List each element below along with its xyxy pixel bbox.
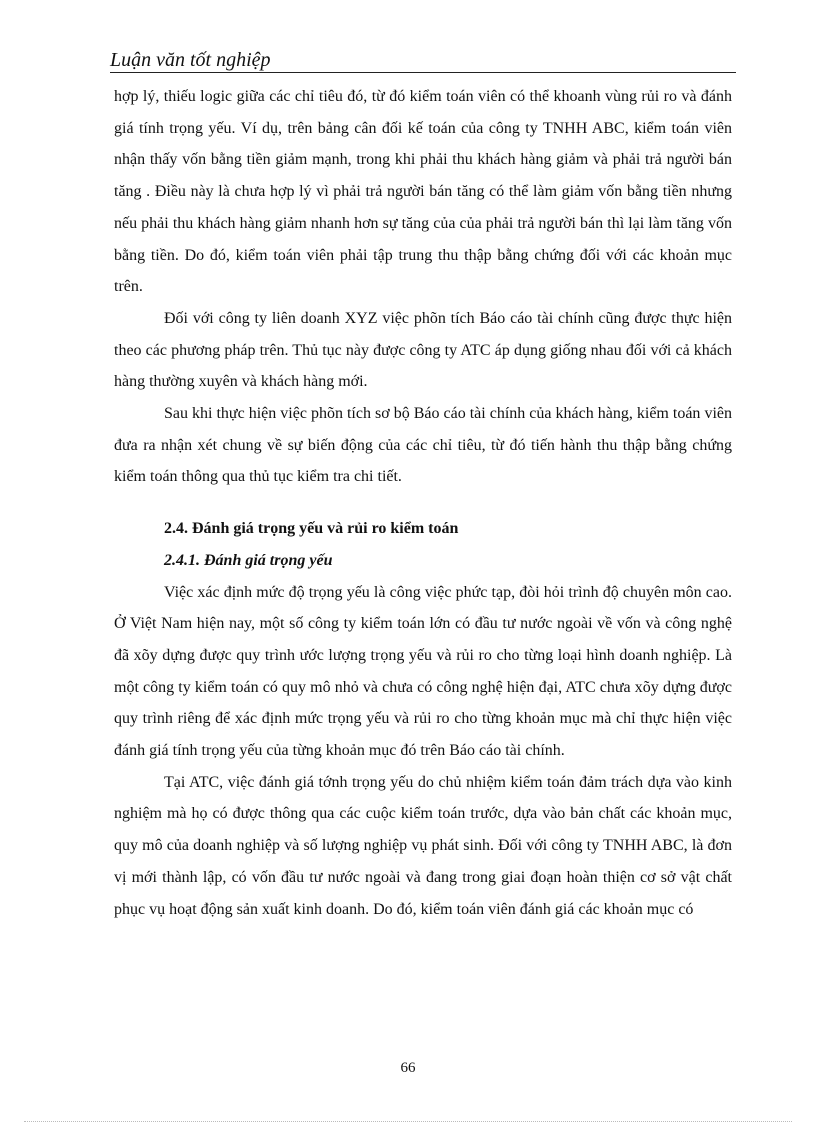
section-heading: 2.4. Đánh giá trọng yếu và rủi ro kiểm toán xyxy=(164,520,459,538)
paragraph-materiality: Việc xác định mức độ trọng yếu là công việc phức tạp, đòi hỏi trình độ chuyên môn cao. Ở Việt Nam hiện nay, một số công ty kiểm toán lớn có đầu tư nước ngoài về vốn và công nghệ đã xõy dựng được quy trình ước lượng trọng yếu và rủi ro cho từng loại hình doanh nghiệp. Là một công ty kiểm toán có quy mô nhỏ và chưa có công nghệ hiện đại, ATC chưa xõy dựng được quy trình riêng để xác định mức trọng yếu và rủi ro cho từng khoản mục mà chỉ thực hiện việc đánh giá tính trọng yếu của từng khoản mục đó trên Báo cáo tài chính. xyxy=(114,583,732,760)
paragraph-continuation: hợp lý, thiếu logic giữa các chỉ tiêu đó, từ đó kiểm toán viên có thể khoanh vùng rủi ro và đánh giá tính trọng yếu. Ví dụ, trên bảng cân đối kế toán của công ty TNHH ABC, kiểm toán viên nhận thấy vốn bằng tiền giảm mạnh, trong khi phải thu khách hàng giảm và phải trả người bán tăng . Điều này là chưa hợp lý vì phải trả người bán tăng có thể làm giảm vốn bằng tiền nhưng nếu phải thu khách hàng giảm nhanh hơn sự tăng của của phải trả người bán thì lại làm tăng vốn bằng tiền. Do đó, kiểm toán viên phải tập trung thu thập bằng chứng đối với các khoản mục trên. xyxy=(114,88,732,296)
section-spacer xyxy=(114,493,732,513)
header-title: Luận văn tốt nghiệp xyxy=(110,49,271,71)
page-bottom-divider xyxy=(24,1121,792,1122)
paragraph-preliminary-analysis: Sau khi thực hiện việc phõn tích sơ bộ Báo cáo tài chính của khách hàng, kiểm toán viên đưa ra nhận xét chung về sự biến động của các chỉ tiêu, từ đó tiến hành thu thập bằng chứng kiểm toán thông qua thủ tục kiểm tra chi tiết. xyxy=(114,405,732,486)
page-number: 66 xyxy=(400,1060,416,1076)
document-body xyxy=(114,81,732,925)
page-header xyxy=(110,46,736,73)
paragraph-atc-materiality: Tại ATC, việc đánh giá tớnh trọng yếu do chủ nhiệm kiểm toán đảm trách dựa vào kinh nghiệm mà họ có được thông qua các cuộc kiểm toán trước, dựa vào bản chất các khoản mục, quy mô của doanh nghiệp và số lượng nghiệp vụ phát sinh. Đối với công ty TNHH ABC, là đơn vị mới thành lập, có vốn đầu tư nước ngoài và đang trong giai đoạn hoàn thiện cơ sở vật chất phục vụ hoạt động sản xuất kinh doanh. Do đó, kiểm toán viên đánh giá các khoản mục có xyxy=(114,773,732,918)
subsection-heading: 2.4.1. Đánh giá trọng yếu xyxy=(164,551,333,569)
paragraph-xyz-analysis: Đối với công ty liên doanh XYZ việc phõn tích Báo cáo tài chính cũng được thực hiện theo các phương pháp trên. Thủ tục này được công ty ATC áp dụng giống nhau đối với cả khách hàng thường xuyên và khách hàng mới. xyxy=(114,309,732,391)
